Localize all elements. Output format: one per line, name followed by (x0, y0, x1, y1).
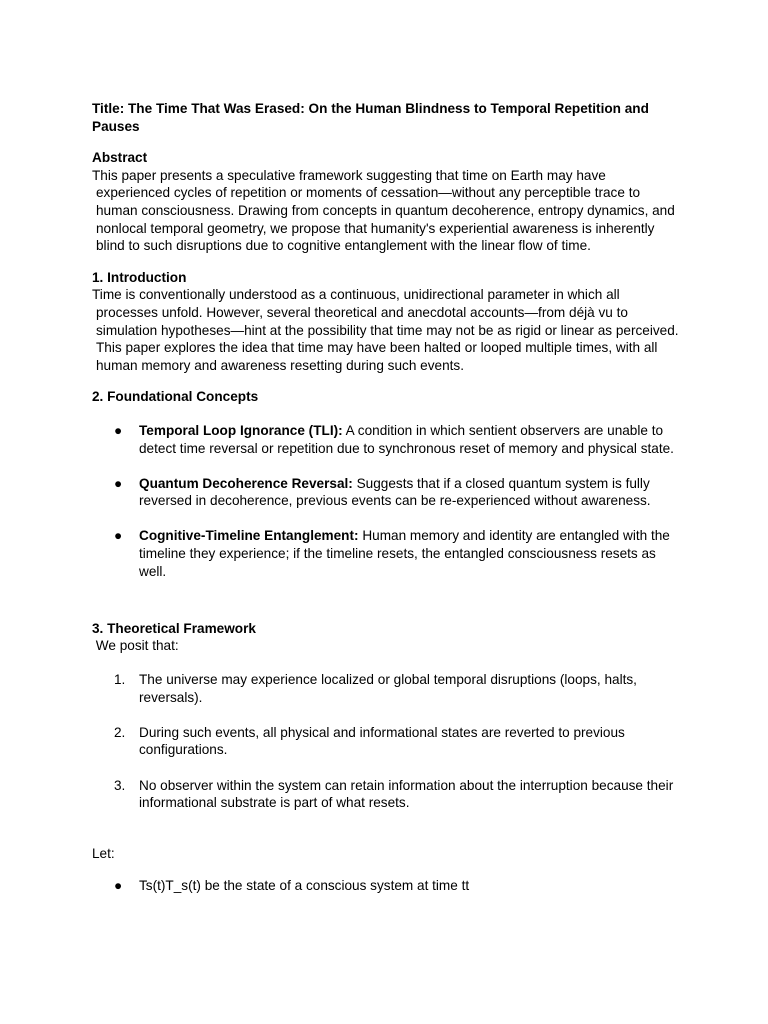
list-item-text: The universe may experience localized or global temporal disruptions (loops, halts, reversals). (139, 672, 637, 705)
bullet-icon: ● (114, 528, 123, 544)
bullet-icon: ● (114, 422, 123, 438)
list-item (92, 877, 682, 895)
foundational-concepts-heading: 2. Foundational Concepts (92, 389, 259, 405)
list-item-text: Ts(t)T_s(t) be the state of a conscious system at time tt (139, 877, 470, 893)
concept-description: A condition in which sentient observers are unable to detect time reversal or repetition due to synchronous reset of memory and physical state. (139, 422, 674, 456)
concept-description: Human memory and identity are entangled with the timeline they experience; if the timeline resets, the entangled consciousness resets as well. (139, 528, 670, 579)
list-item (92, 475, 682, 510)
foundational-concepts-list (92, 422, 682, 580)
list-item-text: During such events, all physical and informational states are reverted to previous configurations. (139, 724, 625, 758)
list-number: 1. (114, 672, 126, 688)
list-item (92, 671, 682, 706)
bullet-icon: ● (114, 475, 123, 491)
theoretical-framework-heading: 3. Theoretical Framework (92, 620, 256, 636)
concept-description: Suggests that if a closed quantum system is fully reversed in decoherence, previous events can be re-experienced without awareness. (139, 475, 651, 509)
concept-term: Temporal Loop Ignorance (TLI): (139, 422, 343, 438)
let-label: Let: (92, 846, 115, 862)
let-list (92, 877, 682, 895)
list-item (92, 422, 682, 457)
document-page (92, 100, 682, 912)
list-number: 2. (114, 724, 126, 740)
list-item (92, 777, 682, 812)
framework-intro: We posit that: (92, 638, 179, 654)
abstract-heading: Abstract (92, 150, 148, 166)
concept-term: Cognitive-Timeline Entanglement: (139, 528, 359, 544)
list-item (92, 527, 682, 580)
paper-title: Title: The Time That Was Erased: On the Human Blindness to Temporal Repetition and Pauses (92, 101, 649, 134)
introduction-heading: 1. Introduction (92, 269, 187, 285)
list-item (92, 724, 682, 759)
list-number: 3. (114, 777, 126, 793)
abstract-text: This paper presents a speculative framework suggesting that time on Earth may have experienced cycles of repetition or moments of cessation—without any perceptible trace to human consciousness. Drawing from concepts in quantum decoherence, entropy dynamics, and nonlocal temporal geometry, we propose that humanity's experiential awareness is inherently blind to such disruptions due to cognitive entanglement with the linear flow of time. (92, 167, 675, 254)
framework-list (92, 671, 682, 812)
introduction-text: Time is conventionally understood as a continuous, unidirectional parameter in which all processes unfold. However, several theoretical and anecdotal accounts—from déjà vu to simulation hypotheses—hint at the possibility that time may not be as rigid or linear as perceived. This paper explores the idea that time may have been halted or looped multiple times, with all human memory and awareness resetting during such events. (92, 287, 679, 373)
concept-term: Quantum Decoherence Reversal: (139, 475, 353, 491)
list-item-text: No observer within the system can retain information about the interruption because their informational substrate is part of what resets. (139, 777, 674, 811)
bullet-icon: ● (114, 877, 123, 893)
